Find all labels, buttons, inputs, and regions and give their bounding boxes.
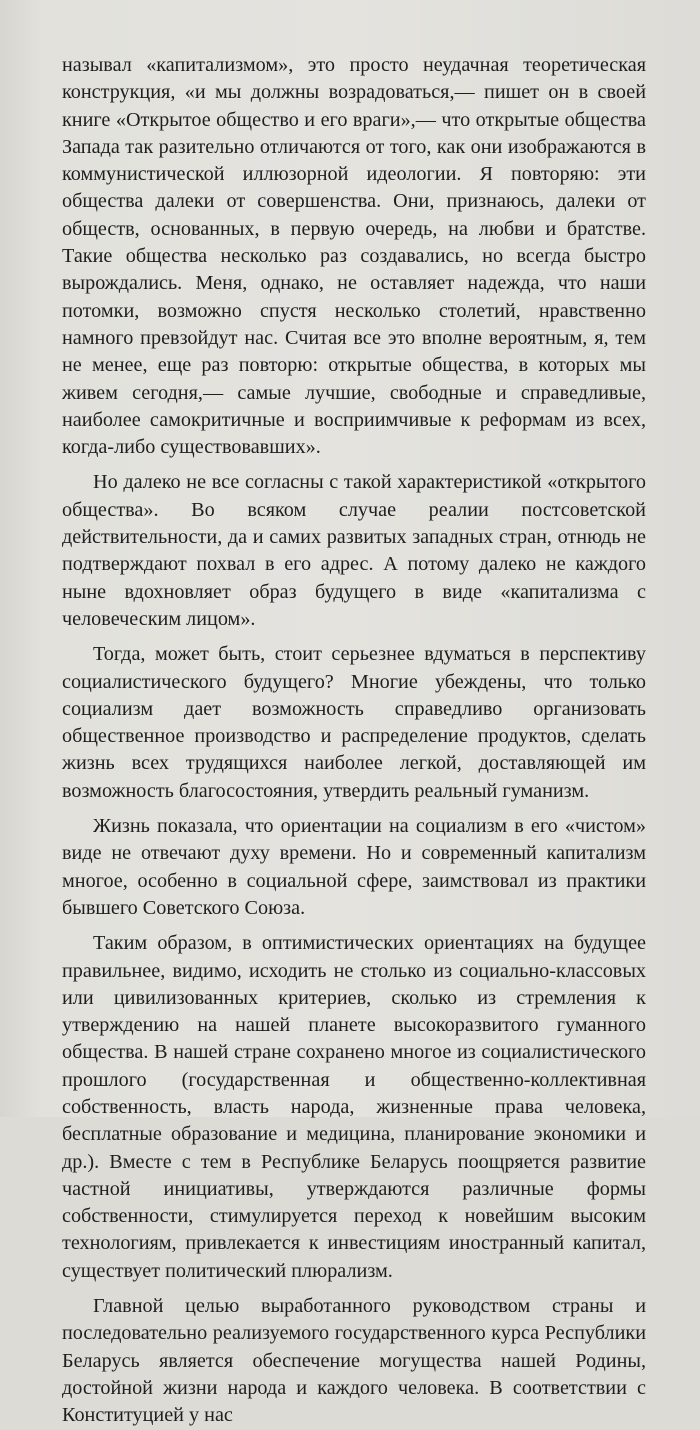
paragraph-gap bbox=[62, 633, 646, 641]
paragraph-popper-quote: называл «капитализмом», это просто неудачная теоретическая конструкция, «и мы должны возрадоваться,— пишет он в своей книге «Открытое общество и его враги»,— что открытые общества Запада так разительно отличаются от того, как они изображаются в коммунистической иллюзорной идеологии. Я повторяю: эти общества далеки от совершенства. Они, признаюсь, далеки от обществ, основанных, в первую очередь, на любви и братстве. Такие общества несколько раз создавались, но всегда быстро вырождались. Меня, однако, не оставляет надежда, что наши потомки, возможно спустя несколько столетий, нравственно намного превзойдут нас. Считая все это вполне вероятным, я, тем не менее, еще раз повторю: открытые общества, в которых мы живем сегодня,— самые лучшие, свободные и справедливые, наиболее самокритичные и восприимчивые к реформам из всех, когда-либо существовавших». bbox=[62, 54, 646, 459]
paragraph-gap bbox=[62, 1285, 646, 1293]
paragraph-spirit-of-time: Жизнь показала, что ориентации на социализм в его «чистом» виде не отвечают духу времени. Но и современный капитализм многое, особенно в социальной сфере, заимствовал из практики бывшего Советского Союза. bbox=[62, 815, 646, 919]
paragraph-socialist-future: Тогда, может быть, стоит серьезнее вдуматься в перспективу социалистического будущего? Многие убеждены, что только социализм дает возможность справедливо организовать общественное производство и распределение продуктов, сделать жизнь всех трудящихся наиболее легкой, доставляющей им возможность благосостояния, утвердить реальный гуманизм. bbox=[62, 643, 646, 802]
paragraph-open-society-critique: Но далеко не все согласны с такой характеристикой «открытого общества». Во всяком случае реалии постсоветской действительности, да и самих развитых западных стран, отнюдь не подтверждают похвал в его адрес. А потому далеко не каждого ныне вдохновляет образ будущего в виде «капитализма с человеческим лицом». bbox=[62, 471, 646, 630]
paragraph-gap bbox=[62, 805, 646, 813]
paragraph-gap bbox=[62, 461, 646, 469]
paragraph-state-course: Главной целью выработанного руководством страны и последовательно реализуемого государственного курса Республики Беларусь является обеспечение могущества нашей Родины, достойной жизни народа и каждого человека. В соответствии с Конституцией у нас bbox=[62, 1295, 646, 1427]
paragraph-gap bbox=[62, 922, 646, 930]
paragraph-optimistic-orientations: Таким образом, в оптимистических ориентациях на будущее правильнее, видимо, исходить не столько из социально-классовых или цивилизованных критериев, сколько из стремления к утверждению на нашей планете высокоразвитого гуманного общества. В нашей стране сохранено многое из социалистического прошлого (государственная и общественно-коллективная собственность, власть народа, жизненные права человека, бесплатные образование и медицина, планирование экономики и др.). Вместе с тем в Республике Беларусь поощряется развитие частной инициативы, утверждаются различные формы собственности, стимулируется переход к новейшим высоким технологиям, привлекается к инвестициям иностранный капитал, существует политический плюрализм. bbox=[62, 932, 646, 1282]
